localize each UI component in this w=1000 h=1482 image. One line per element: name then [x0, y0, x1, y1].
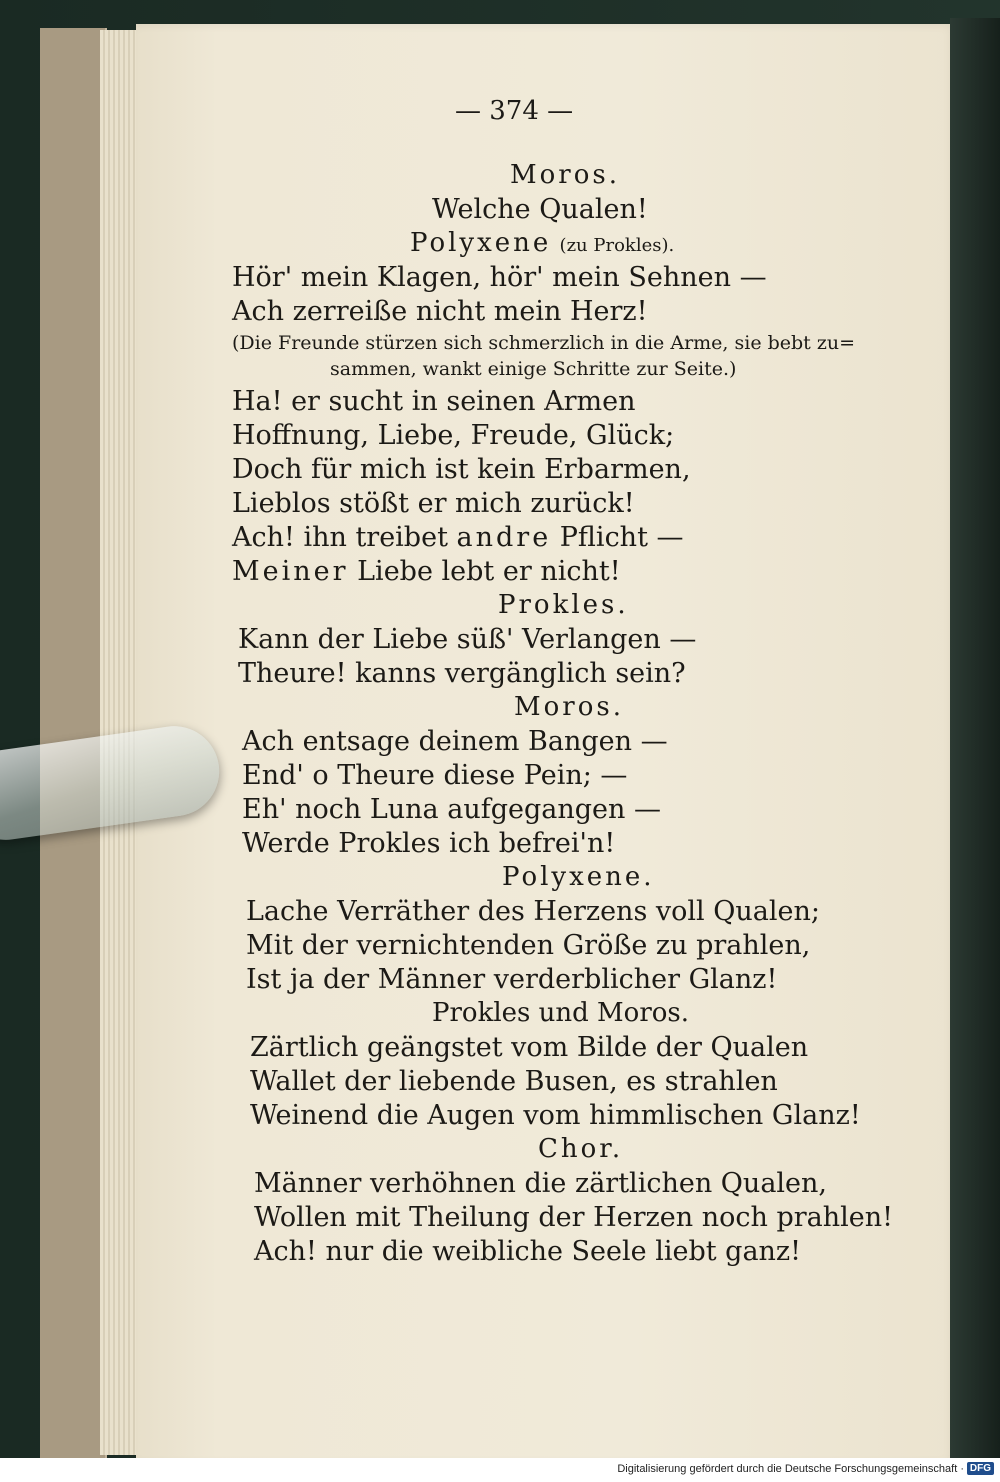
verse-line: Weinend die Augen vom himmlischen Glanz!: [250, 1100, 861, 1131]
verse-line: Wallet der liebende Busen, es strahlen: [250, 1066, 778, 1097]
dfg-credit: Digitalisierung gefördert durch die Deutsche Forschungsgemeinschaft ·: [617, 1463, 964, 1475]
verse-line: End' o Theure diese Pein; —: [242, 760, 628, 791]
verse-line: Welche Qualen!: [432, 194, 648, 225]
verse-line: Hör' mein Klagen, hör' mein Sehnen —: [232, 262, 767, 293]
dfg-logo: DFG: [967, 1462, 994, 1475]
verse-line: Wollen mit Theilung der Herzen noch prahlen!: [254, 1202, 893, 1233]
stage-direction: sammen, wankt einige Schritte zur Seite.): [330, 358, 737, 380]
verse-segment: Liebe lebt er nicht!: [348, 556, 621, 587]
verse-line: Mit der vernichtenden Größe zu prahlen,: [246, 930, 811, 961]
speaker-moros: Moros.: [510, 160, 620, 190]
verse-line: Männer verhöhnen die zärtlichen Qualen,: [254, 1168, 827, 1199]
stage-note: (zu Prokles).: [559, 235, 675, 256]
verse-line: Ha! er sucht in seinen Armen: [232, 386, 636, 417]
verse-line: Ist ja der Männer verderblicher Glanz!: [246, 964, 778, 995]
verse-line: Kann der Liebe süß' Verlangen —: [238, 624, 697, 655]
speaker-chor: Chor.: [538, 1134, 624, 1164]
page-gutter-shadow: [950, 18, 1000, 1468]
speaker-prokles-und-moros: Prokles und Moros.: [432, 998, 690, 1028]
verse-segment: Pflicht —: [551, 522, 684, 553]
speaker-polyxene: [410, 228, 674, 258]
verse-line: Eh' noch Luna aufgegangen —: [242, 794, 661, 825]
speaker-polyxene: Polyxene.: [502, 862, 655, 892]
verse-line: Theure! kanns vergänglich sein?: [238, 658, 686, 689]
speaker-moros: Moros.: [514, 692, 624, 722]
verse-line: Ach entsage deinem Bangen —: [242, 726, 668, 757]
speaker-prokles: Prokles.: [498, 590, 629, 620]
verse-line: [232, 522, 684, 553]
emphasized-word: Meiner: [232, 556, 349, 587]
verse-segment: Ach! ihn treibet: [232, 522, 457, 553]
verse-line: [232, 556, 621, 587]
verse-line: Ach zerreiße nicht mein Herz!: [232, 296, 648, 327]
stage-direction: (Die Freunde stürzen sich schmerzlich in die Arme, sie bebt zu=: [232, 332, 856, 354]
verse-line: Ach! nur die weibliche Seele liebt ganz!: [254, 1236, 802, 1267]
verse-line: Lache Verräther des Herzens voll Qualen;: [246, 896, 820, 927]
emphasized-word: andre: [456, 522, 552, 553]
verse-line: Lieblos stößt er mich zurück!: [232, 488, 635, 519]
verse-line: Zärtlich geängstet vom Bilde der Qualen: [250, 1032, 809, 1063]
verse-line: Werde Prokles ich befrei'n!: [242, 828, 616, 859]
verse-line: Doch für mich ist kein Erbarmen,: [232, 454, 691, 485]
speaker-name: Polyxene: [410, 228, 552, 258]
verse-line: Hoffnung, Liebe, Freude, Glück;: [232, 420, 675, 451]
page-number: — 374 —: [455, 96, 574, 126]
